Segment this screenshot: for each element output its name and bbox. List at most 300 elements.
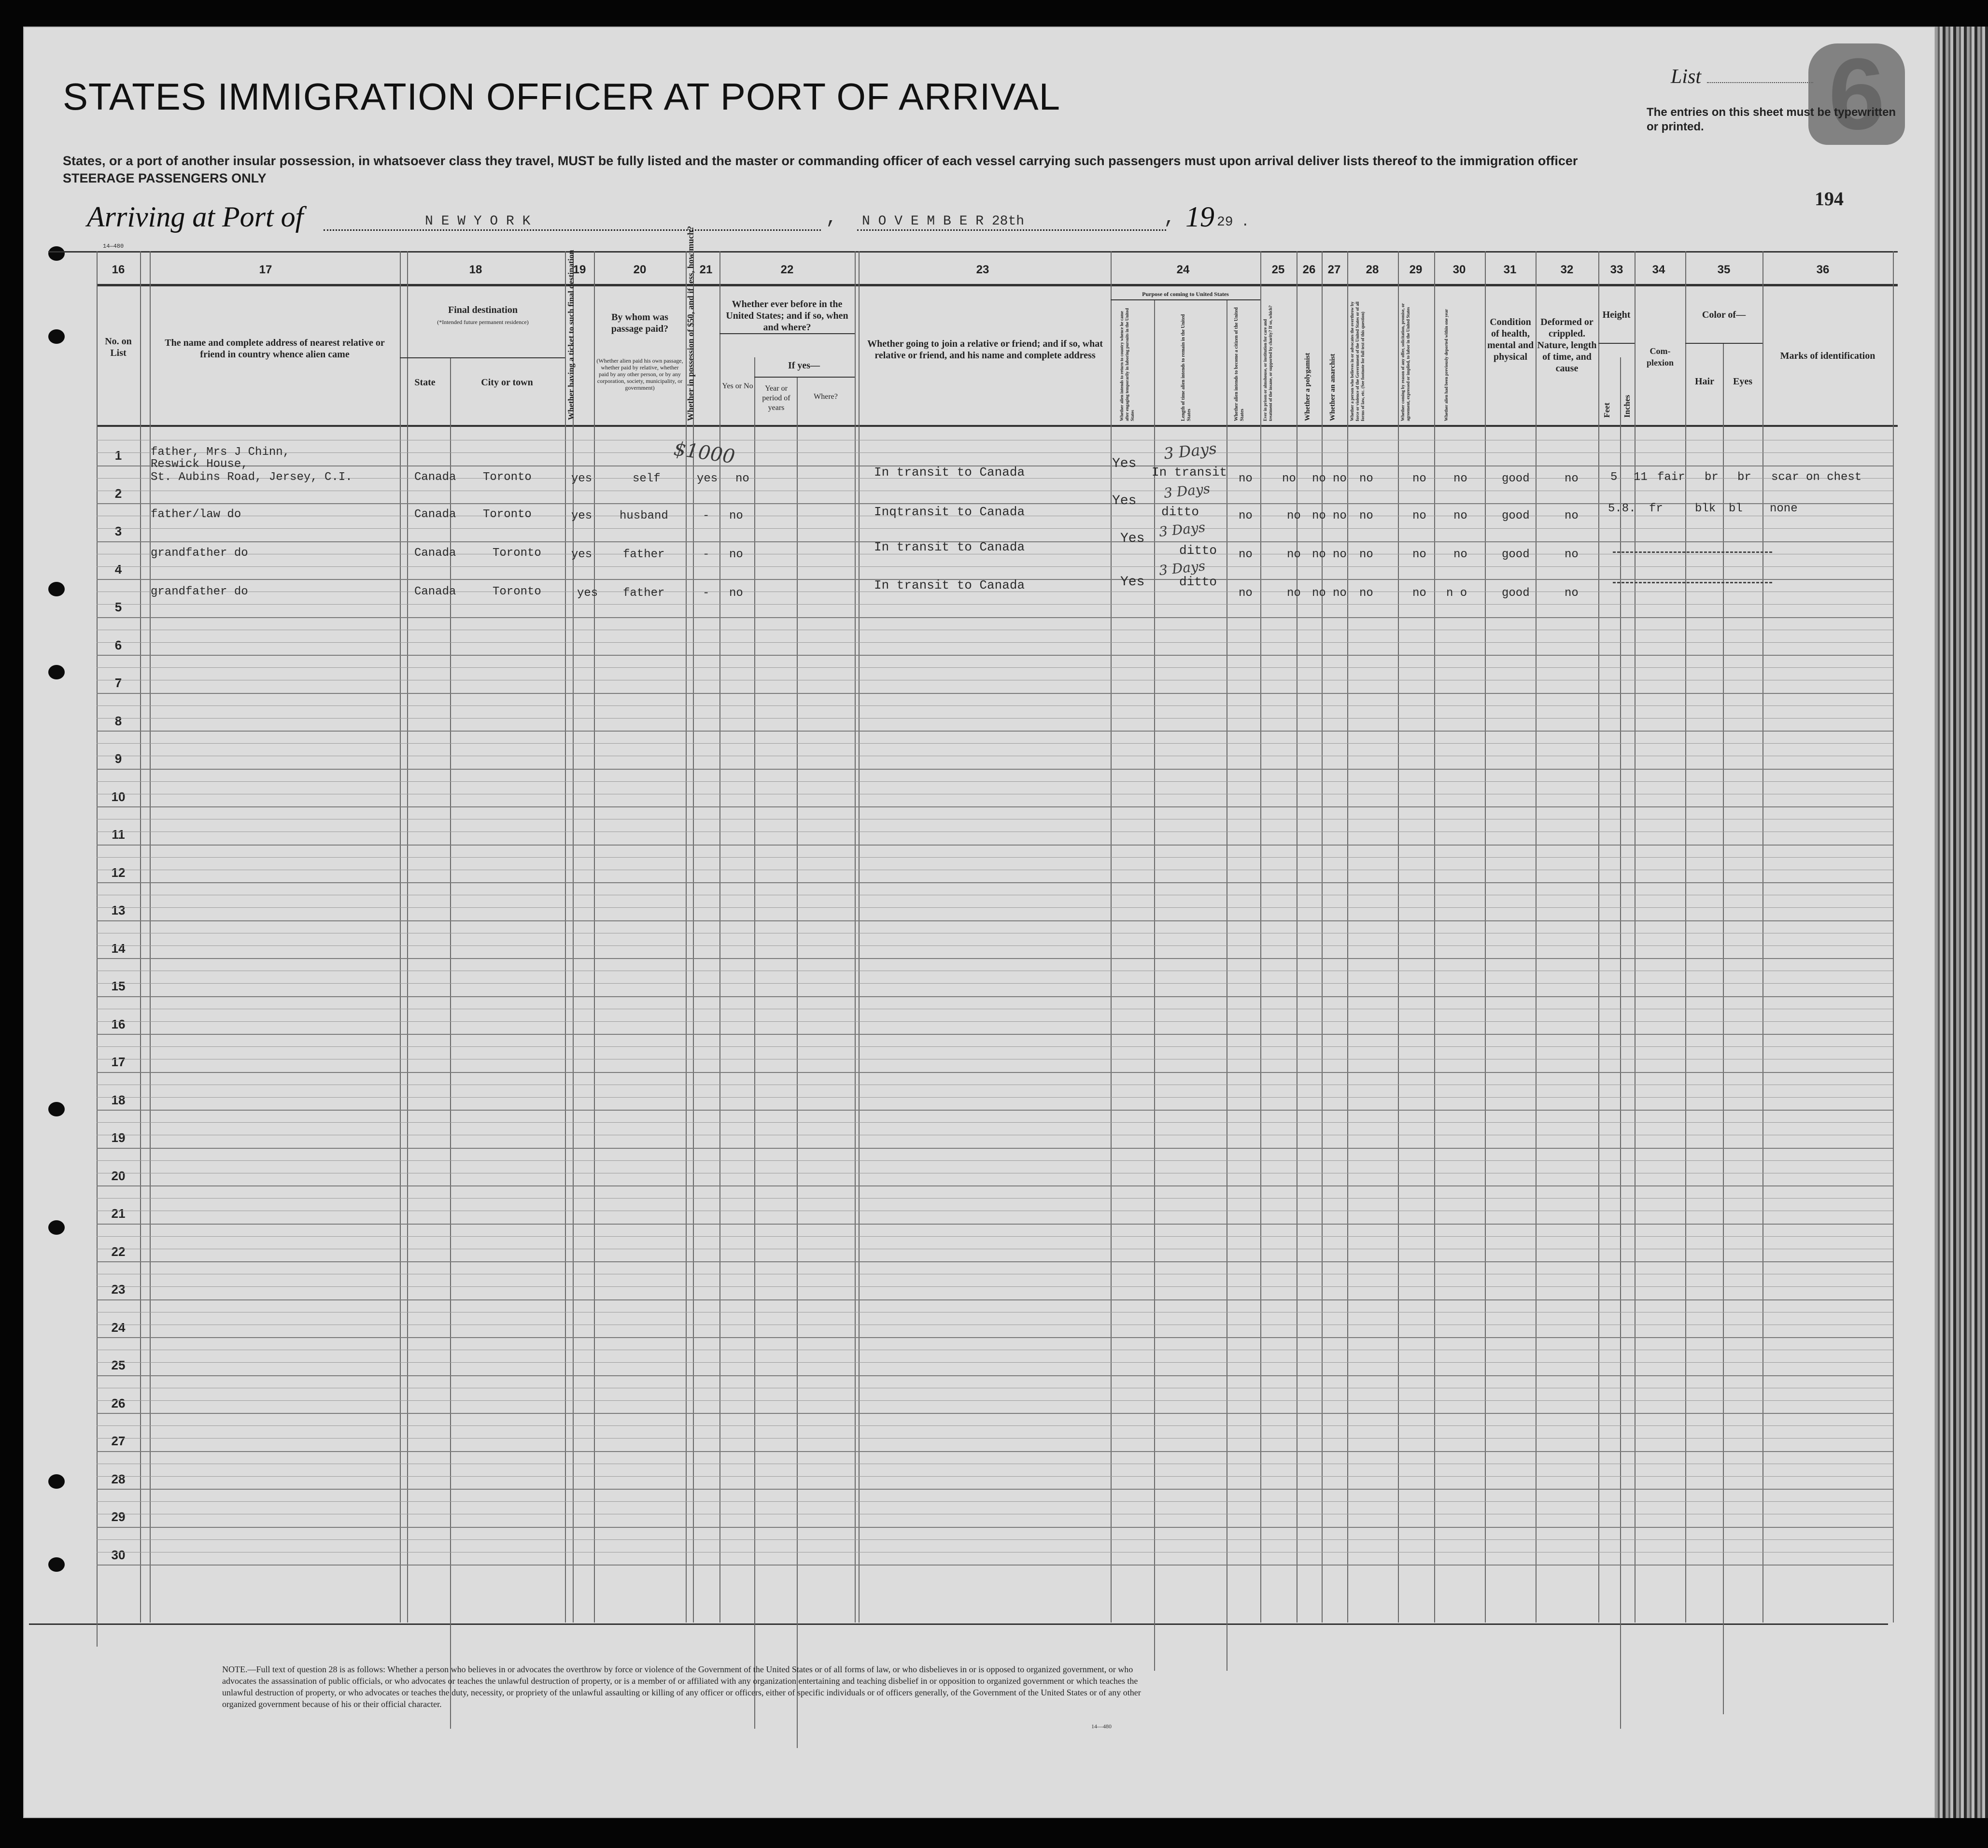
header-before-us: Whether ever before in the United States; and if so, when and where? (726, 299, 848, 333)
ruled-line (97, 1046, 1893, 1047)
column-number: 29 (1409, 263, 1423, 276)
header-height: Height (1602, 310, 1631, 320)
punch-hole (48, 246, 65, 261)
column-rule (1723, 343, 1724, 1714)
column-rule (1635, 251, 1636, 1622)
header-c26: Whether a polygamist (1304, 353, 1311, 421)
column-rule (1347, 251, 1348, 1622)
list-number: 6 (1808, 43, 1905, 145)
ticket: yes (571, 509, 592, 522)
c25: no (1287, 587, 1301, 600)
relative-line-3: St. Aubins Road, Jersey, C.I. (151, 471, 352, 484)
ruled-line (97, 1438, 1893, 1439)
ticket: yes (571, 548, 592, 561)
ruled-line (97, 566, 1893, 567)
header-city: City or town (481, 377, 533, 388)
c28: no (1359, 472, 1373, 485)
before-us: no (729, 509, 743, 522)
list-line (1707, 82, 1813, 83)
column-number: 16 (112, 263, 125, 276)
c27: no (1333, 472, 1347, 485)
ruled-line (97, 743, 1893, 744)
punch-hole (48, 1474, 65, 1489)
ruled-line (97, 1527, 1893, 1528)
purpose-c: no (1239, 587, 1253, 600)
row-number: 9 (114, 751, 122, 766)
feet: 5 (1610, 471, 1618, 484)
row-number: 4 (114, 562, 122, 577)
purpose-a: Yes (1120, 575, 1145, 590)
column-number: 34 (1652, 263, 1665, 276)
header-ticket: Whether having a ticket to such final destination (566, 250, 576, 420)
ruled-line (97, 882, 1893, 883)
c26: no (1312, 509, 1326, 522)
purpose-b: ditto (1179, 575, 1217, 589)
join-relative: In transit to Canada (874, 578, 1025, 592)
column-rule (407, 251, 408, 1622)
relative-line-1: father/law do (151, 508, 241, 521)
date-value: N O V E M B E R 28th (862, 214, 1025, 229)
complexion: fair (1657, 471, 1685, 484)
deformed: no (1565, 472, 1579, 485)
c28: no (1359, 509, 1373, 522)
state: Canada (414, 471, 456, 484)
row-number: 15 (111, 979, 126, 994)
c30: n o (1446, 587, 1467, 600)
ruled-line (97, 1160, 1893, 1161)
ruled-line (97, 718, 1893, 719)
column-number: 33 (1610, 263, 1623, 276)
table-top-rule (48, 251, 1898, 253)
c29: no (1412, 587, 1426, 600)
header-c27: Whether an anarchist (1329, 353, 1337, 421)
row-number: 6 (114, 637, 122, 652)
dash-line (1613, 582, 1772, 583)
row-number: 26 (111, 1396, 126, 1411)
row-number: 12 (111, 865, 126, 880)
passenger-class: STEERAGE PASSENGERS ONLY (63, 171, 267, 185)
row-number: 19 (111, 1130, 126, 1145)
comma: , (1164, 208, 1176, 229)
money-handwritten: $1000 (672, 437, 736, 468)
arriving-label: Arriving at Port of (87, 201, 304, 233)
row-number: 17 (111, 1055, 126, 1070)
city: Toronto (483, 508, 532, 521)
ruled-line (97, 1122, 1893, 1123)
city: Toronto (483, 471, 532, 484)
dash-line (1613, 551, 1772, 553)
intro-line: States, or a port of another insular possession, in whatsoever class they travel, MUST be fully listed and the master or commanding officer of each vessel carrying such passengers must upon arrival deliver lists thereof to the immigration officer (63, 154, 1578, 168)
sheet-number: 194 (1815, 188, 1844, 210)
list-label: List (1671, 66, 1702, 88)
column-rule (565, 251, 566, 1622)
column-rule (1398, 251, 1399, 1622)
ruled-line (97, 1148, 1893, 1149)
ruled-line (97, 857, 1893, 858)
before-us: no (729, 587, 743, 600)
column-rule (1485, 251, 1486, 1622)
header-no-on-list: No. on List (105, 336, 132, 358)
ruled-line (97, 705, 1893, 706)
health: good (1502, 587, 1530, 600)
ruled-line (97, 1299, 1893, 1300)
feet: 5.8. (1608, 502, 1636, 515)
column-rule (859, 251, 860, 1622)
ruled-line (97, 617, 1893, 618)
column-number: 21 (699, 263, 713, 276)
row-number: 1 (114, 448, 122, 463)
paid-by: husband (620, 509, 668, 522)
manifest-sheet (23, 27, 1935, 1818)
header-purpose-c: Whether alien intends to become a citizen of the United States (1234, 307, 1245, 421)
column-rule (1111, 251, 1112, 1622)
column-number: 25 (1271, 263, 1285, 276)
column-rule (594, 251, 595, 1622)
header-purpose-a: Whether alien intends to return to country whence he came after engaging temporarily in laboring pursuits in the United States (1119, 308, 1135, 421)
row-number: 24 (111, 1320, 126, 1335)
purpose-c: no (1239, 548, 1253, 561)
ruled-line (97, 1236, 1893, 1237)
relative-line-1: grandfather do (151, 585, 248, 598)
c30: no (1453, 509, 1467, 522)
c30: no (1453, 548, 1467, 561)
header-color-of: Color of— (1702, 310, 1746, 320)
ruled-line (97, 1224, 1893, 1225)
column-rule (97, 251, 98, 1647)
c28: no (1359, 587, 1373, 600)
c25: no (1287, 509, 1301, 522)
column-number: 19 (573, 263, 586, 276)
hair: blk (1695, 502, 1716, 515)
header-feet: Feet (1602, 402, 1611, 418)
header-c28: Whether a person who believes in or advocates the overthrow by force or violence of the Government of the United States or of all forms of law, etc. (See footnote for full text of this question) (1350, 301, 1365, 421)
header-bottom-rule (97, 425, 1898, 427)
c26: no (1312, 472, 1326, 485)
header-money: Whether in possession of $50, and if less, how much? (686, 226, 695, 421)
c27: no (1333, 509, 1347, 522)
money: - (703, 509, 710, 522)
header-eyes: Eyes (1733, 376, 1752, 387)
column-rule (1322, 251, 1323, 1622)
row-number: 18 (111, 1092, 126, 1107)
header-hair: Hair (1695, 376, 1714, 387)
ruled-line (97, 1286, 1893, 1287)
header-if-yes: If yes— (788, 360, 820, 371)
header-paid-by-note: (Whether alien paid his own passage, whether paid by relative, whether paid by any other person, or by any corporation, society, municipality, or government) (596, 357, 683, 391)
c29: no (1412, 472, 1426, 485)
row-number: 10 (111, 789, 126, 804)
c26: no (1312, 548, 1326, 561)
row-number: 27 (111, 1434, 126, 1449)
purpose-b: In transit (1152, 465, 1227, 480)
port-value: N E W Y O R K (425, 214, 531, 229)
inches: 11 (1634, 471, 1648, 484)
ruled-line (97, 604, 1893, 605)
c30: no (1453, 472, 1467, 485)
ruled-line (97, 1501, 1893, 1502)
column-rule (1620, 357, 1621, 1729)
column-rule (754, 357, 755, 1729)
relative-line-1: grandfather do (151, 547, 248, 560)
marks: scar on chest (1771, 471, 1862, 484)
purpose-b-handwritten: 3 Days (1158, 558, 1206, 578)
header-final-destination: Final destination (448, 305, 518, 315)
ruled-line (97, 1400, 1893, 1401)
purpose-a: Yes (1112, 456, 1137, 471)
row-number: 13 (111, 903, 126, 918)
column-rule (1598, 251, 1599, 1622)
table-bottom-rule (29, 1623, 1888, 1625)
subheader-rule (1685, 343, 1762, 344)
footnote: NOTE.—Full text of question 28 is as follows: Whether a person who believes in or advocates the overthrow by force or violence of the Government of the United States or of all forms of law, or who disbelieves in or is opposed to organized government, or who advocates the assassination of public officials, or who advocates or teaches the unlawful destruction of property, or is a member of or affiliated with any organization entertaining and teaching disbelief in or opposition to organized government or which teaches the unlawful destruction of property, or who advocates or teaches the duty, necessity, or propriety of the unlawful assaulting or killing of any officer or officers, either of specific individuals or of officers generally, of the Government of the United States or of any other organized government because of his or their official character. (222, 1665, 1141, 1709)
c28: no (1359, 548, 1373, 561)
row-number: 16 (111, 1016, 126, 1031)
purpose-c: no (1239, 509, 1253, 522)
ruled-line (97, 1413, 1893, 1414)
row-number: 2 (114, 486, 122, 501)
column-number: 17 (259, 263, 272, 276)
row-number: 23 (111, 1282, 126, 1297)
hair: br (1705, 471, 1719, 484)
column-rule (573, 251, 574, 1622)
subheader-rule (719, 333, 855, 334)
ruled-line (97, 1198, 1893, 1199)
header-yes-no: Yes or No (722, 382, 753, 390)
marks: none (1770, 502, 1798, 515)
deformed: no (1565, 587, 1579, 600)
punch-hole (48, 1557, 65, 1572)
money: - (703, 548, 710, 561)
ruled-line (97, 693, 1893, 694)
eyes: br (1737, 471, 1751, 484)
row-number: 29 (111, 1509, 126, 1524)
paid-by: father (623, 587, 665, 600)
year-prefix: 19 (1185, 201, 1214, 233)
c25: no (1282, 472, 1296, 485)
ruled-line (97, 1539, 1893, 1540)
state: Canada (414, 508, 456, 521)
purpose-b-handwritten: 3 Days (1163, 439, 1218, 463)
ruled-line (97, 945, 1893, 946)
purpose-b: ditto (1161, 505, 1199, 519)
ruled-line (97, 642, 1893, 643)
date-line (857, 229, 1166, 231)
ruled-line (97, 1337, 1893, 1338)
row-number: 28 (111, 1471, 126, 1486)
before-us: no (735, 472, 749, 485)
punch-hole (48, 665, 65, 679)
money: yes (697, 472, 718, 485)
ruled-line (97, 1261, 1893, 1262)
c29: no (1412, 548, 1426, 561)
ruled-line (97, 1565, 1893, 1566)
ruled-line (97, 1451, 1893, 1452)
ticket: yes (577, 587, 598, 600)
money: - (703, 587, 710, 600)
row-number: 7 (114, 676, 122, 691)
row-number: 25 (111, 1358, 126, 1373)
subheader-rule (400, 357, 565, 358)
column-number: 35 (1717, 263, 1731, 276)
header-final-destination-note: (*Intended future permanent residence) (437, 319, 529, 325)
ruled-line (97, 1097, 1893, 1098)
ruled-line (97, 1185, 1893, 1186)
ruled-line (97, 1489, 1893, 1490)
form-number: 14—480 (1091, 1723, 1112, 1730)
header-relative: The name and complete address of nearest relative or friend in country whence alien came (165, 338, 385, 360)
column-rule (855, 251, 856, 1622)
purpose-c: no (1239, 472, 1253, 485)
join-relative: Inqtransit to Canada (874, 505, 1025, 519)
column-rule (140, 251, 141, 1622)
ruled-line (97, 845, 1893, 846)
c27: no (1333, 548, 1347, 561)
header-condition: Condition of health, mental and physical (1487, 317, 1534, 362)
form-title: STATES IMMIGRATION OFFICER AT PORT OF ARRIVAL (63, 75, 1061, 118)
state: Canada (414, 585, 456, 598)
paid-by: self (633, 472, 661, 485)
health: good (1502, 472, 1530, 485)
entries-note: The entries on this sheet must be typewritten or printed. (1647, 106, 1896, 133)
complexion: fr (1649, 502, 1663, 515)
row-number: 21 (111, 1206, 126, 1221)
column-rule (1685, 251, 1686, 1622)
column-number: 18 (469, 263, 482, 276)
paid-by: father (623, 548, 665, 561)
ruled-line (97, 806, 1893, 807)
header-paid-by: By whom was passage paid? (611, 312, 669, 334)
column-number: 27 (1327, 263, 1341, 276)
subheader-rule (754, 377, 855, 378)
subheader-rule (1598, 343, 1635, 344)
punch-hole (48, 582, 65, 596)
subheader-rule (1111, 299, 1260, 300)
punch-hole (48, 1102, 65, 1116)
eyes: bl (1729, 502, 1743, 515)
column-rule (1434, 251, 1435, 1622)
row-number: 14 (111, 941, 126, 956)
header-where: Where? (814, 393, 838, 401)
column-rule (797, 377, 798, 1748)
column-number-rule (97, 284, 1898, 286)
column-rule (1536, 251, 1537, 1622)
column-number: 23 (976, 263, 989, 276)
column-number: 31 (1503, 263, 1517, 276)
deformed: no (1565, 548, 1579, 561)
ruled-line (97, 1375, 1893, 1376)
header-marks: Marks of identification (1780, 351, 1875, 361)
form-number-top: 14—480 (103, 243, 124, 250)
header-deformed: Deformed or crippled. Nature, length of time, and cause (1537, 317, 1597, 374)
ruled-line (97, 1034, 1893, 1035)
purpose-b-handwritten: 3 Days (1158, 519, 1206, 540)
header-purpose-b: Length of time alien intends to remain in the United States (1181, 314, 1192, 421)
state: Canada (414, 547, 456, 560)
column-number: 32 (1560, 263, 1574, 276)
row-number: 20 (111, 1168, 126, 1183)
ruled-line (97, 1110, 1893, 1111)
c26: no (1312, 587, 1326, 600)
ruled-line (97, 655, 1893, 656)
header-c30: Whether alien had been previously deported within one year (1444, 309, 1449, 421)
column-rule (1762, 251, 1763, 1622)
row-number: 11 (112, 827, 125, 842)
header-c29: Whether coming by reason of any offer, solicitation, promise, or agreement, expressed or implied, to labor in the United States (1400, 303, 1410, 421)
column-rule (1154, 299, 1155, 1671)
header-c25: Ever in prison or almshouse, or institution for care and treatment of the insane, or supported by charity? If so, which? (1263, 305, 1273, 421)
column-number: 22 (780, 263, 794, 276)
header-join-relative: Whether going to join a relative or friend; and if so, what relative or friend, and his name and complete address (867, 339, 1103, 361)
c27: no (1333, 587, 1347, 600)
comma: , (826, 208, 838, 229)
ruled-line (97, 907, 1893, 908)
row-number: 22 (111, 1244, 126, 1259)
join-relative: In transit to Canada (874, 540, 1025, 554)
join-relative: In transit to Canada (874, 465, 1025, 480)
column-number: 30 (1452, 263, 1466, 276)
row-number: 3 (114, 524, 122, 539)
c25: no (1287, 548, 1301, 561)
header-complexion: Com- plexion (1646, 346, 1674, 367)
c29: no (1412, 509, 1426, 522)
year-suffix: 29 . (1217, 215, 1250, 230)
column-rule (1893, 251, 1894, 1622)
column-number: 20 (633, 263, 647, 276)
ruled-line (97, 731, 1893, 732)
column-number: 36 (1816, 263, 1830, 276)
stacked-page-edges (1935, 27, 1988, 1818)
ruled-line (97, 667, 1893, 668)
punch-hole (48, 1220, 65, 1235)
relative-line-1: father, Mrs J Chinn, (151, 446, 290, 459)
ruled-line (97, 781, 1893, 782)
port-line (324, 229, 821, 231)
city: Toronto (493, 547, 541, 560)
column-number: 24 (1176, 263, 1190, 276)
purpose-a: Yes (1112, 494, 1137, 508)
health: good (1502, 548, 1530, 561)
ruled-line (97, 920, 1893, 921)
ruled-line (97, 1425, 1893, 1426)
relative-line-2: Reswick House, (151, 458, 248, 471)
header-year-period: Year or period of years (762, 384, 790, 412)
header-state: State (414, 377, 436, 388)
header-purpose: Purpose of coming to United States (1142, 291, 1229, 297)
column-rule (1260, 251, 1261, 1622)
before-us: no (729, 548, 743, 561)
row-number: 30 (111, 1547, 126, 1562)
purpose-a: Yes (1120, 531, 1145, 546)
ruled-line (97, 996, 1893, 997)
ruled-line (97, 983, 1893, 984)
column-rule (400, 251, 401, 1622)
ruled-line (97, 769, 1893, 770)
ruled-line (97, 452, 1893, 453)
ruled-line (97, 528, 1893, 529)
column-number: 28 (1366, 263, 1379, 276)
ticket: yes (571, 472, 592, 485)
ruled-line (97, 1021, 1893, 1022)
row-number: 5 (114, 600, 122, 615)
ruled-line (97, 1072, 1893, 1073)
purpose-b-handwritten: 3 Days (1163, 480, 1211, 501)
column-number: 26 (1302, 263, 1316, 276)
purpose-b: ditto (1179, 543, 1217, 558)
ruled-line (97, 1476, 1893, 1477)
column-rule (450, 357, 451, 1729)
health: good (1502, 509, 1530, 522)
ruled-line (97, 958, 1893, 959)
